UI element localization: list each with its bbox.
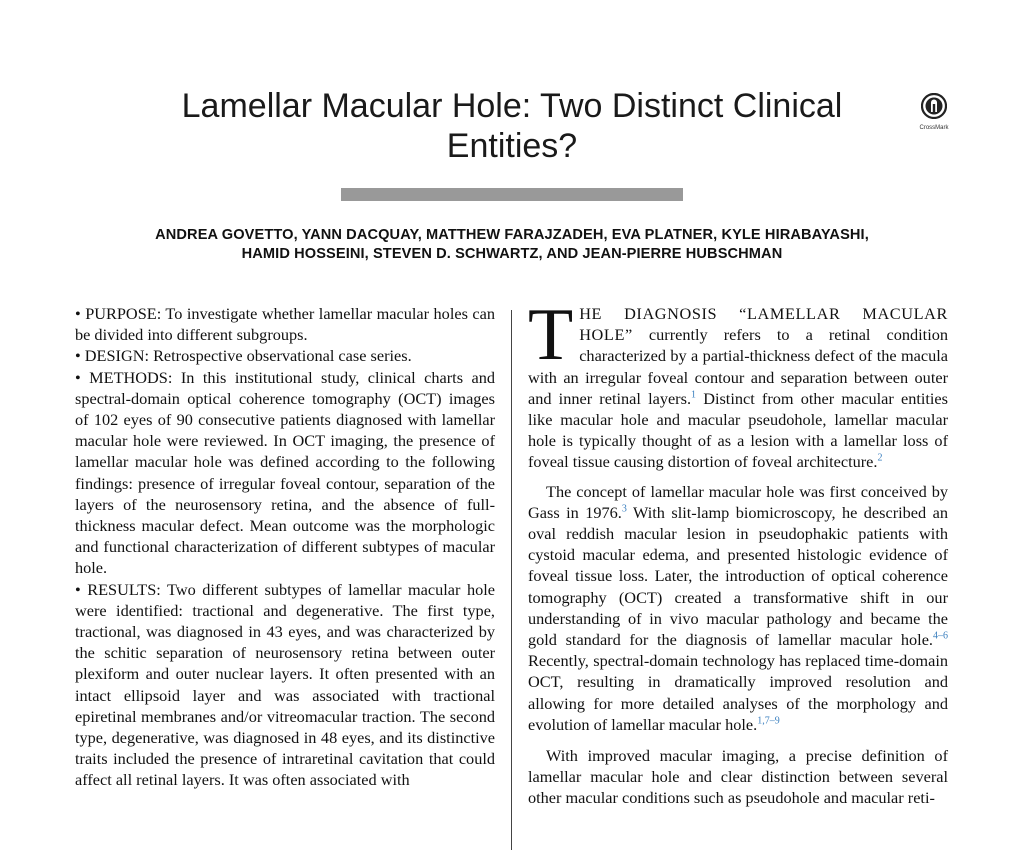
paragraph-text: With slit-lamp biomicroscopy, he described an oval reddish macular lesion in pseudophakic patients with cystoid macular edema, and presented histologic evidence of foveal tissue loss. Later, the introduction of optical coherence tomography (OCT) created a transformative shift in our understanding of in vivo macular pathology and became the gold standard for the diagnosis of lamellar macular hole. bbox=[528, 502, 949, 650]
purpose-heading: PURPOSE: bbox=[85, 304, 162, 323]
authors-line-2: HAMID HOSSEINI, STEVEN D. SCHWARTZ, AND JEAN-PIERRE HUBSCHMAN bbox=[241, 246, 783, 262]
results-text: Two different subtypes of lamellar macular hole were identified: tractional and degenerative. The first type, tractional, was diagnosed in 43 eyes, and was characterized by the schitic separation of neurosensory retina between outer plexiform and outer nuclear layers. It often presented with an intact ellipsoid layer and was associated with tractional epiretinal membranes and/or vitreomacular traction. The second type, degenerative, was diagnosed in 48 eyes, and its distinctive traits included the presence of intraretinal cavitation that could affect all retinal layers. It was often associated with bbox=[75, 579, 495, 790]
crossmark-icon bbox=[921, 93, 947, 119]
paragraph-text: Distinct from other macular entities like macular hole and macular pseudohole, lamellar macular hole is typically thought of as a lesion with a lamellar loss of foveal tissue causing distortion of foveal architecture. bbox=[528, 388, 948, 472]
crossmark-badge[interactable] bbox=[917, 93, 951, 131]
citation-link[interactable]: 3 bbox=[621, 503, 627, 515]
title-rule bbox=[341, 188, 683, 201]
design-heading: DESIGN: bbox=[84, 346, 149, 366]
body-column bbox=[528, 294, 949, 819]
column-divider bbox=[511, 310, 512, 850]
citation-link[interactable]: 4–6 bbox=[933, 630, 948, 642]
paragraph-text: currently refers to a retinal condition characterized by a partial-thickness defect of the macula with an irregular foveal contour and separation between outer and inner retinal layers. bbox=[528, 325, 948, 408]
citation-link[interactable]: 1 bbox=[691, 389, 697, 401]
body-paragraph-1 bbox=[528, 294, 948, 473]
purpose-text: To investigate whether lamellar macular holes can be divided into different subgroups. bbox=[75, 304, 495, 345]
authors-line-1: ANDREA GOVETTO, YANN DACQUAY, MATTHEW FARAJZADEH, EVA PLATNER, KYLE HIRABAYASHI, bbox=[155, 227, 869, 243]
abstract-results: • RESULTS: Two different subtypes of lamellar macular hole were identified: tractional and degenerative. The first type, tractional, was diagnosed in 43 eyes, and was characterized by the schitic separation of neurosensory retina between outer plexiform and outer nuclear layers. It often presented with an intact ellipsoid layer and was associated with tractional epiretinal membranes and/or vitreomacular traction. The second type, degenerative, was diagnosed in 48 eyes, and its distinctive traits included the presence of intraretinal cavitation that could affect all retinal layers. It was often associated with bbox=[75, 579, 495, 790]
article-title: Lamellar Macular Hole: Two Distinct Clinical Entities? bbox=[181, 87, 843, 165]
body-paragraph-3: With improved macular imaging, a precise definition of lamellar macular hole and clear distinction between several other macular conditions such as pseudohole and macular reti- bbox=[528, 746, 948, 808]
abstract-methods: • METHODS: In this institutional study, clinical charts and spectral-domain optical coherence tomography (OCT) images of 102 eyes of 90 consecutive patients diagnosed with lamellar macular hole were reviewed. In OCT imaging, the presence of lamellar macular hole was defined according to the following findings: presence of irregular foveal contour, separation of the layers of the neurosensory retina, and the absence of full-thickness macular defect. Mean outcome was the morphologic and functional characterization of different subtypes of macular hole. bbox=[75, 367, 495, 578]
methods-text: In this institutional study, clinical charts and spectral-domain optical coherence tomography (OCT) images of 102 eyes of 90 consecutive patients diagnosed with lamellar macular hole were reviewed. In OCT imaging, the presence of lamellar macular hole was defined according to the following findings: presence of irregular foveal contour, separation of the layers of the neurosensory retina, and the absence of full-thickness macular defect. Mean outcome was the morphologic and functional characterization of different subtypes of macular hole. bbox=[75, 367, 495, 578]
citation-link[interactable]: 2 bbox=[877, 453, 883, 464]
crossmark-label: CrossMark bbox=[919, 125, 949, 131]
design-text: Retrospective observational case series. bbox=[149, 346, 412, 366]
abstract-column bbox=[75, 303, 495, 791]
paragraph-text: Recently, spectral-domain technology has replaced time-domain OCT, resulting in dramatically improved resolution and allowing for more detailed analyses of the morphology and evolution of lamellar macular hole. bbox=[528, 651, 948, 734]
abstract-design: • DESIGN: Retrospective observational case series. bbox=[75, 346, 412, 366]
paragraph-text: The concept of lamellar macular hole was first conceived by Gass in 1976. bbox=[528, 481, 948, 522]
abstract-purpose: • PURPOSE: To investigate whether lamellar macular holes can be divided into different subgroups. bbox=[75, 304, 495, 345]
paragraph-lead-in: HE DIAGNOSIS “LAMELLAR MACULAR HOLE” bbox=[579, 304, 948, 345]
drop-cap: T bbox=[528, 294, 574, 376]
citation-link[interactable]: 1,7–9 bbox=[757, 715, 780, 727]
body-paragraph-2 bbox=[528, 481, 948, 735]
author-list bbox=[60, 226, 964, 264]
methods-heading: METHODS: bbox=[89, 367, 173, 387]
results-heading: RESULTS: bbox=[87, 579, 161, 599]
